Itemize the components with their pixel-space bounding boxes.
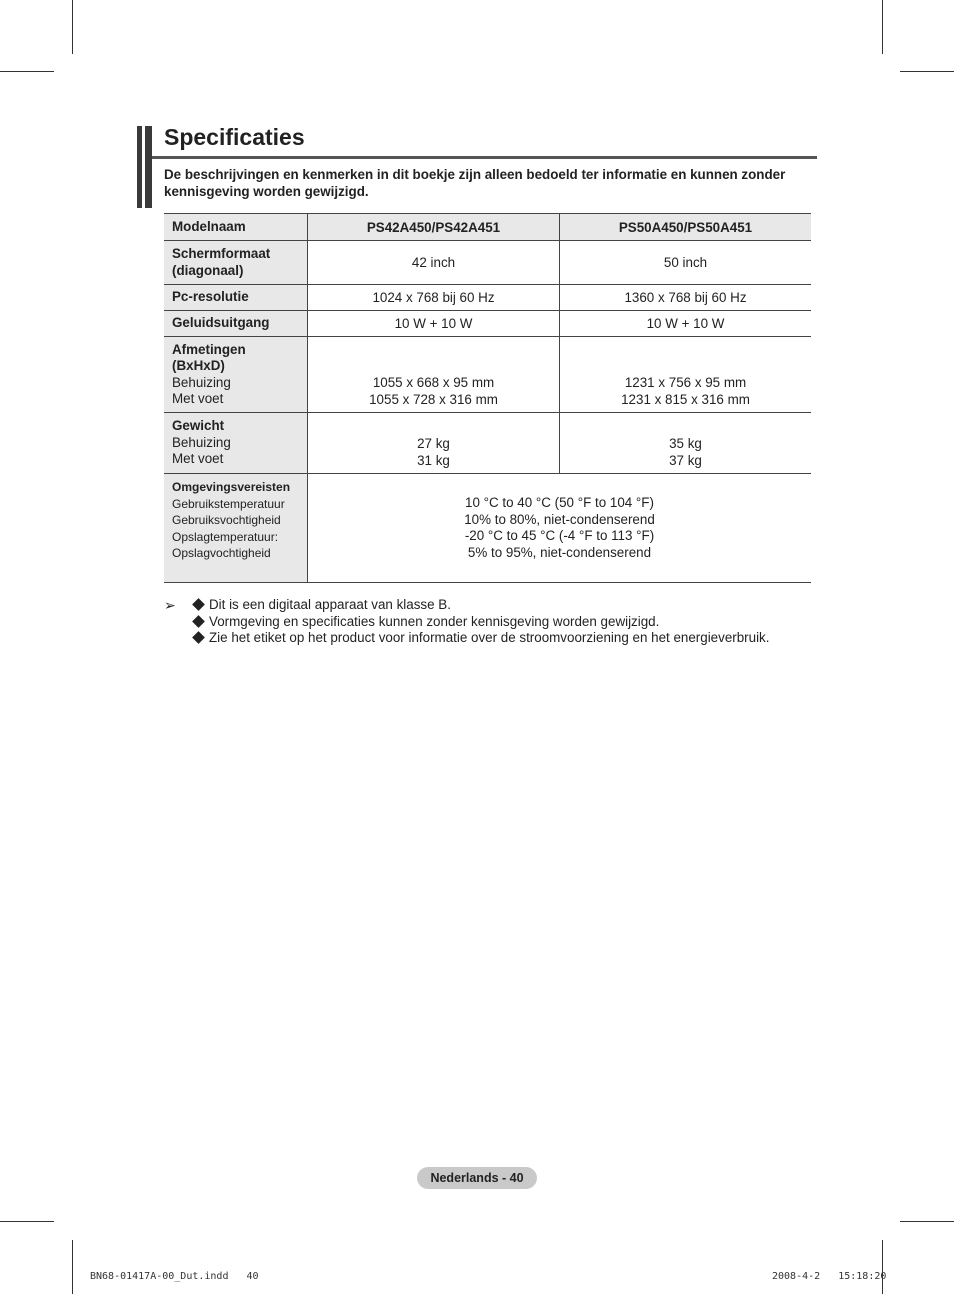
- print-file-info: BN68-01417A-00_Dut.indd 40: [90, 1271, 259, 1282]
- title-divider: [152, 156, 817, 159]
- row-label: Pc-resolutie: [164, 285, 308, 311]
- cell-value: 27 kg 31 kg: [308, 413, 560, 474]
- column-header: PS50A450/PS50A451: [560, 214, 812, 241]
- table-row: [164, 311, 811, 337]
- table-row: [164, 241, 811, 285]
- arrow-icon: ➢: [164, 597, 176, 613]
- print-datetime: 2008-4-2 15:18:20: [772, 1271, 887, 1282]
- crop-mark: [72, 0, 73, 54]
- table-row: [164, 285, 811, 311]
- table-row: [164, 214, 811, 241]
- diamond-bullet-icon: [192, 631, 205, 644]
- column-header: PS42A450/PS42A451: [308, 214, 560, 241]
- cell-value: 42 inch: [308, 241, 560, 285]
- table-row: [164, 413, 811, 474]
- crop-mark: [72, 1240, 73, 1294]
- crop-mark: [900, 1221, 954, 1222]
- crop-mark: [0, 1221, 54, 1222]
- cell-value: 1360 x 768 bij 60 Hz: [560, 285, 812, 311]
- note-item: Zie het etiket op het product voor informatie over de stroomvoorziening en het energieverbruik.: [192, 630, 769, 647]
- crop-mark: [900, 71, 954, 72]
- page-number-badge: Nederlands - 40: [417, 1167, 537, 1189]
- cell-value: 10 W + 10 W: [308, 311, 560, 337]
- cell-value: 1231 x 756 x 95 mm 1231 x 815 x 316 mm: [560, 337, 812, 413]
- crop-mark: [882, 1240, 883, 1294]
- table-row: [164, 474, 811, 583]
- row-label: Omgevingsvereisten Gebruikstemperatuur Gebruiksvochtigheid Opslagtemperatuur: Opslagvochtigheid: [164, 474, 308, 583]
- row-label: Afmetingen (BxHxD) Behuizing Met voet: [164, 337, 308, 413]
- cell-value: 10 °C to 40 °C (50 °F to 104 °F) 10% to 80%, niet-condenserend -20 °C to 45 °C (-4 °F to 113 °F) 5% to 95%, niet-condenserend: [308, 474, 812, 583]
- note-item: Dit is een digitaal apparaat van klasse B.: [192, 597, 451, 614]
- table-row: [164, 337, 811, 413]
- intro-text: De beschrijvingen en kenmerken in dit boekje zijn alleen bedoeld ter informatie en kunnen zonder kennisgeving worden gewijzigd.: [164, 167, 786, 199]
- cell-value: 1024 x 768 bij 60 Hz: [308, 285, 560, 311]
- row-label: Geluidsuitgang: [164, 311, 308, 337]
- heading-bar: [137, 126, 142, 208]
- diamond-bullet-icon: [192, 615, 205, 628]
- row-label: Gewicht Behuizing Met voet: [164, 413, 308, 474]
- cell-value: 1055 x 668 x 95 mm 1055 x 728 x 316 mm: [308, 337, 560, 413]
- diamond-bullet-icon: [192, 598, 205, 611]
- cell-value: 35 kg 37 kg: [560, 413, 812, 474]
- heading-bar: [145, 126, 152, 208]
- row-label: Modelnaam: [164, 214, 308, 241]
- crop-mark: [882, 0, 883, 54]
- cell-value: 10 W + 10 W: [560, 311, 812, 337]
- note-item: Vormgeving en specificaties kunnen zonder kennisgeving worden gewijzigd.: [192, 614, 659, 631]
- cell-value: 50 inch: [560, 241, 812, 285]
- crop-mark: [0, 71, 54, 72]
- row-label: Schermformaat (diagonaal): [164, 241, 308, 285]
- spec-table: [164, 213, 811, 583]
- page-title: Specificaties: [164, 124, 305, 150]
